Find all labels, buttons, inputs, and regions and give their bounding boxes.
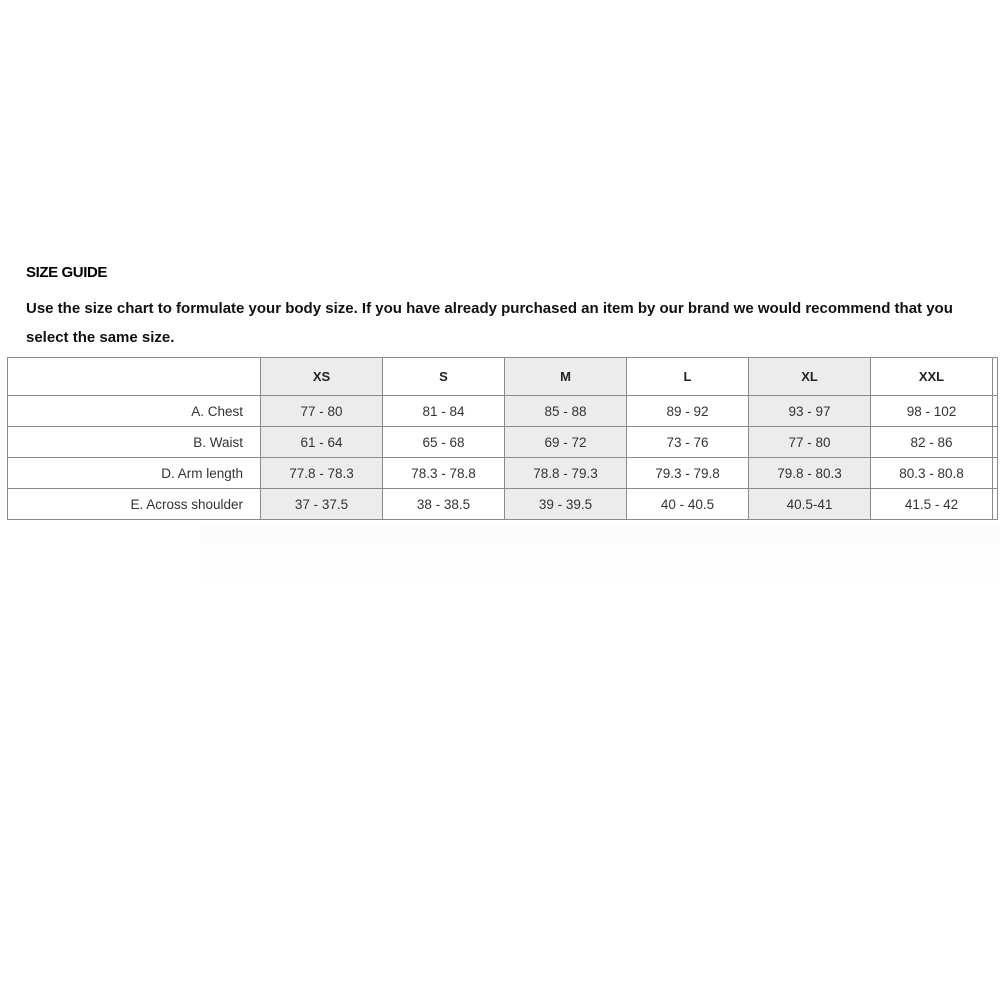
header-stub-cell	[993, 358, 998, 396]
table-cell: 98 - 102	[871, 396, 993, 427]
table-cell: 79.8 - 80.3	[749, 458, 871, 489]
table-row	[8, 489, 998, 520]
table-cell: 73 - 76	[627, 427, 749, 458]
table-cell: 69 - 72	[505, 427, 627, 458]
table-cell: 78.8 - 79.3	[505, 458, 627, 489]
table-cell: 77.8 - 78.3	[261, 458, 383, 489]
header-corner-cell	[8, 358, 261, 396]
table-cell: 93 - 97	[749, 396, 871, 427]
row-label-arm-length: D. Arm length	[8, 458, 261, 489]
header-size-xxl: XXL	[871, 358, 993, 396]
table-cell: 85 - 88	[505, 396, 627, 427]
stub-cell	[993, 458, 998, 489]
table-cell: 77 - 80	[749, 427, 871, 458]
table-cell: 80.3 - 80.8	[871, 458, 993, 489]
table-row	[8, 458, 998, 489]
table-cell: 77 - 80	[261, 396, 383, 427]
table-cell: 81 - 84	[383, 396, 505, 427]
row-label-chest: A. Chest	[8, 396, 261, 427]
table-cell: 39 - 39.5	[505, 489, 627, 520]
table-cell: 79.3 - 79.8	[627, 458, 749, 489]
header-size-m: M	[505, 358, 627, 396]
row-label-across-shoulder: E. Across shoulder	[8, 489, 261, 520]
table-cell: 82 - 86	[871, 427, 993, 458]
page-title: SIZE GUIDE	[26, 264, 108, 281]
table-header-row	[8, 358, 998, 396]
table-cell: 89 - 92	[627, 396, 749, 427]
stub-cell	[993, 489, 998, 520]
table-cell: 61 - 64	[261, 427, 383, 458]
table-row	[8, 396, 998, 427]
size-chart-table	[7, 357, 998, 520]
header-size-l: L	[627, 358, 749, 396]
header-size-xl: XL	[749, 358, 871, 396]
background-fade	[200, 525, 1000, 590]
row-label-waist: B. Waist	[8, 427, 261, 458]
table-row	[8, 427, 998, 458]
header-size-xs: XS	[261, 358, 383, 396]
table-cell: 41.5 - 42	[871, 489, 993, 520]
stub-cell	[993, 427, 998, 458]
table-cell: 40 - 40.5	[627, 489, 749, 520]
table-cell: 37 - 37.5	[261, 489, 383, 520]
table-cell: 65 - 68	[383, 427, 505, 458]
table-cell: 38 - 38.5	[383, 489, 505, 520]
header-size-s: S	[383, 358, 505, 396]
intro-text: Use the size chart to formulate your body size. If you have already purchased an item by our brand we would recommend that you select the same size.	[26, 300, 953, 346]
table-cell: 78.3 - 78.8	[383, 458, 505, 489]
table-cell: 40.5-41	[749, 489, 871, 520]
stub-cell	[993, 396, 998, 427]
